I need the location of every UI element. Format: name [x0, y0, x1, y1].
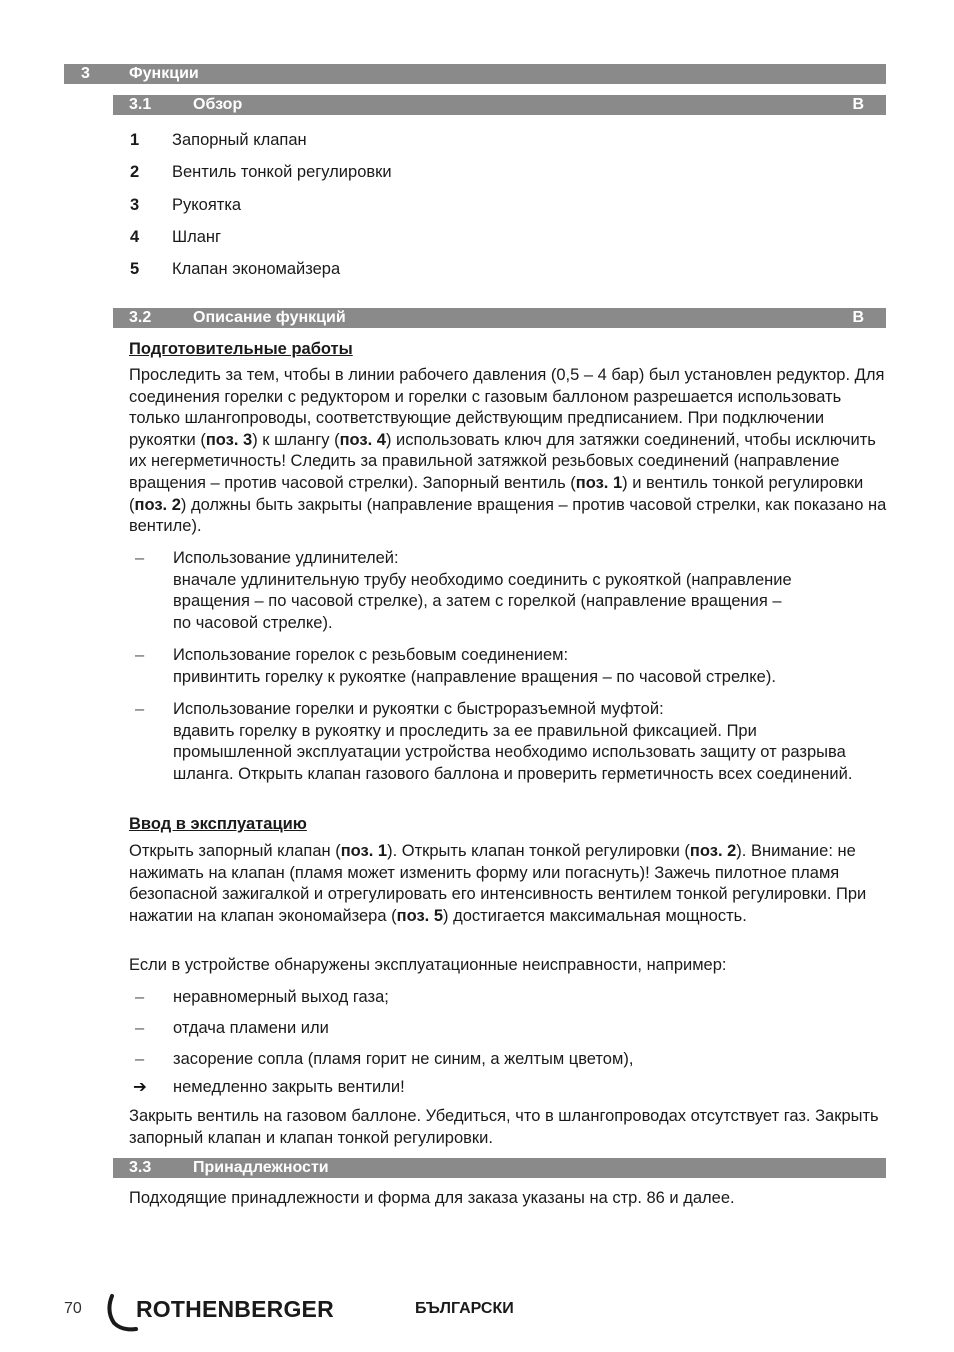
dash-bullet: –	[135, 700, 145, 718]
faults-intro: Если в устройстве обнаружены эксплуатационные неисправности, например:	[129, 956, 727, 974]
rothenberger-logo	[104, 1293, 349, 1333]
item-number: 5	[130, 260, 140, 279]
section-number: 3.1	[129, 96, 152, 113]
section-number: 3.3	[129, 1159, 152, 1176]
dash-bullet: –	[135, 1019, 145, 1037]
section-3-1-header	[113, 95, 886, 115]
list-item	[130, 227, 430, 259]
section-number: 3.2	[129, 309, 152, 326]
dash-bullet: –	[135, 549, 145, 567]
section-title: Функции	[129, 65, 199, 82]
item-label: Вентиль тонкой регулировки	[172, 163, 392, 182]
brand-name: ROTHENBERGER	[136, 1296, 334, 1322]
dash-bullet: –	[135, 646, 145, 664]
page-number: 70	[64, 1300, 82, 1317]
accessories-paragraph: Подходящие принадлежности и форма для заказа указаны на стр. 86 и далее.	[129, 1189, 735, 1207]
arrow-right-icon: ➔	[133, 1078, 147, 1096]
dash-bullet: –	[135, 1050, 145, 1068]
section-title: Принадлежности	[193, 1159, 329, 1176]
logo-arc-icon	[104, 1293, 138, 1333]
item-number: 2	[130, 163, 140, 182]
section-3-2-header	[113, 308, 886, 328]
section-3-header	[64, 64, 886, 84]
item-label: Клапан экономайзера	[172, 260, 341, 279]
item-label: Рукоятка	[172, 195, 242, 214]
language-label: БЪЛГАРСКИ	[415, 1300, 514, 1317]
item-number: 1	[130, 131, 140, 149]
prep-heading: Подготовительные работы	[129, 340, 353, 358]
list-item	[130, 130, 430, 162]
start-heading: Ввод в эксплуатацию	[129, 815, 307, 833]
section-title: Обзор	[193, 96, 243, 113]
overview-list	[130, 130, 430, 291]
prep-paragraph: Проследить за тем, чтобы в линии рабочего давления (0,5 – 4 бар) был установлен редуктор. Для соединения горелки с редуктором и горелки с газовым баллоном разрешается использовать только шлангопроводы, соответствующие действующим предписанием. При подключении рукоятки (поз. 3) к шлангу (поз. 4) использовать ключ для затяжки соединений, чтобы исключить их негерметичность! Следить за правильной затяжкой резьбовых соединений (направление вращения – против часовой стрелки). Запорный вентиль (поз. 1) и вентиль тонкой регулировки (поз. 2) должны быть закрыты (направление вращения – против часовой стрелки, как показано на вентиле).	[129, 366, 887, 536]
start-paragraph: Открыть запорный клапан (поз. 1). Открыть клапан тонкой регулировки (поз. 2). Внимание: не нажимать на клапан (пламя может изменить форму или погаснуть)! Зажечь пилотное пламя безопасной зажигалкой и отрегулировать его интенсивность вентилем тонкой регулировки. При нажатии на клапан экономайзера (поз. 5) достигается максимальная мощность.	[129, 842, 867, 925]
dash-bullet: –	[135, 988, 145, 1006]
section-number: 3	[81, 65, 90, 82]
item-label: Запорный клапан	[172, 131, 307, 149]
item-number: 4	[130, 227, 140, 246]
list-item	[130, 259, 430, 291]
figure-ref: B	[852, 96, 864, 113]
item-number: 3	[130, 195, 140, 214]
list-item	[130, 162, 430, 194]
figure-ref: B	[852, 309, 864, 326]
item-label: Шланг	[172, 227, 222, 246]
list-item	[130, 195, 430, 227]
section-title: Описание функций	[193, 309, 346, 326]
section-3-3-header	[113, 1158, 886, 1178]
closing-paragraph: Закрыть вентиль на газовом баллоне. Убедиться, что в шлангопроводах отсутствует газ. Закрыть запорный клапан и клапан тонкой регулировки.	[129, 1107, 879, 1147]
